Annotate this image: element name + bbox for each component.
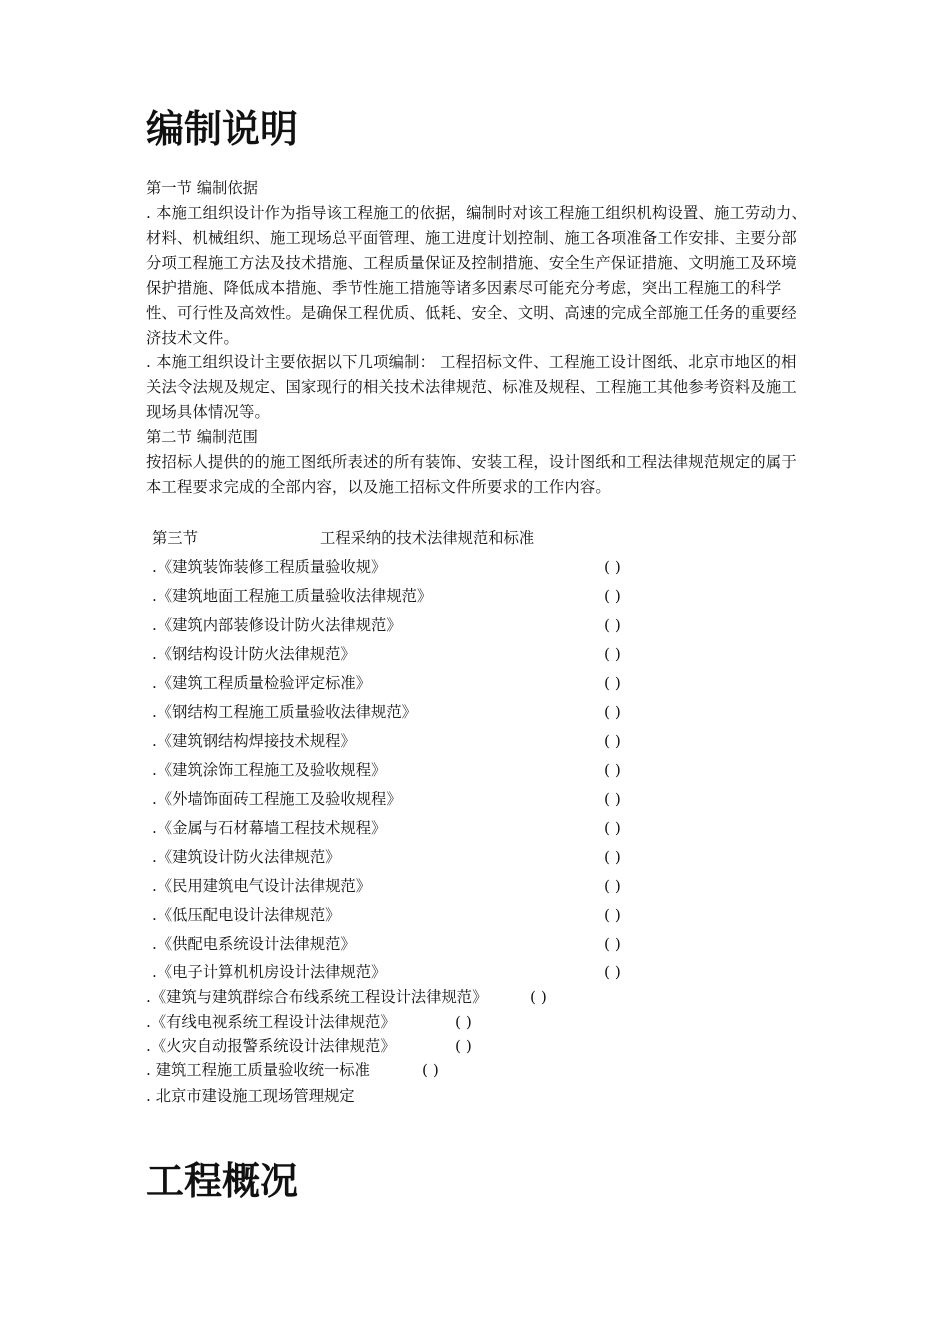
standard-code-placeholder: ( ) <box>604 848 621 866</box>
standard-name: .《金属与石材幕墙工程技术规程》 <box>152 819 387 837</box>
paragraph-text: . 本施工组织设计主要依据以下几项编制： 工程招标文件、工程施工设计图纸、北京市地区的相关法令法规及规定、国家现行的相关技术法律规范、标准及规程、工程施工其他参考资料及施工现场具体情况等。 <box>146 353 797 421</box>
standard-name: .《建筑地面工程施工质量验收法律规范》 <box>152 587 433 605</box>
standard-name: .《建筑内部装修设计防火法律规范》 <box>152 616 402 634</box>
standard-name: .《有线电视系统工程设计法律规范》 <box>146 1013 396 1031</box>
section-3-label: 第三节 <box>152 529 198 547</box>
section-1-paragraph-2 <box>146 350 808 425</box>
standard-name: .《建筑钢结构焊接技术规程》 <box>152 732 356 750</box>
standard-code-placeholder: ( ) <box>455 1013 472 1031</box>
section-1-label: 第一节 编制依据 <box>146 179 258 197</box>
standard-name: .《外墙饰面砖工程施工及验收规程》 <box>152 790 402 808</box>
section-3-heading: 工程采纳的技术法律规范和标准 <box>320 529 535 547</box>
standard-code-placeholder: ( ) <box>604 906 621 924</box>
standard-name: .《民用建筑电气设计法律规范》 <box>152 877 372 895</box>
paragraph-text: 按招标人提供的的施工图纸所表述的所有装饰、安装工程，设计图纸和工程法律规范规定的属于本工程要求完成的全部内容，以及施工招标文件所要求的工作内容。 <box>146 453 797 496</box>
standard-code-placeholder: ( ) <box>604 963 621 981</box>
standard-name: .《钢结构设计防火法律规范》 <box>152 645 356 663</box>
standard-name: . 北京市建设施工现场管理规定 <box>146 1087 355 1105</box>
standard-code-placeholder: ( ) <box>604 761 621 779</box>
standard-name: .《建筑工程质量检验评定标准》 <box>152 674 372 692</box>
section-2-label: 第二节 编制范围 <box>146 428 258 446</box>
standard-code-placeholder: ( ) <box>530 988 547 1006</box>
standard-name: .《钢结构工程施工质量验收法律规范》 <box>152 703 417 721</box>
standard-name: .《建筑设计防火法律规范》 <box>152 848 341 866</box>
standard-name: .《建筑装饰装修工程质量验收规》 <box>152 558 387 576</box>
standard-name: .《建筑涂饰工程施工及验收规程》 <box>152 761 387 779</box>
standard-code-placeholder: ( ) <box>455 1037 472 1055</box>
standard-code-placeholder: ( ) <box>604 558 621 576</box>
standard-name: . 建筑工程施工质量验收统一标准 <box>146 1061 370 1079</box>
standard-name: .《低压配电设计法律规范》 <box>152 906 341 924</box>
standard-name: .《火灾自动报警系统设计法律规范》 <box>146 1037 396 1055</box>
heading-project-overview: 工程概况 <box>146 1159 299 1203</box>
standard-name: .《供配电系统设计法律规范》 <box>152 935 356 953</box>
standard-code-placeholder: ( ) <box>604 674 621 692</box>
heading-compile-notes: 编制说明 <box>146 107 299 151</box>
standard-code-placeholder: ( ) <box>604 616 621 634</box>
standard-name: .《电子计算机机房设计法律规范》 <box>152 963 387 981</box>
standard-code-placeholder: ( ) <box>604 732 621 750</box>
standard-code-placeholder: ( ) <box>604 935 621 953</box>
standard-name: .《建筑与建筑群综合布线系统工程设计法律规范》 <box>146 988 488 1006</box>
standard-code-placeholder: ( ) <box>604 587 621 605</box>
standard-code-placeholder: ( ) <box>604 790 621 808</box>
standard-code-placeholder: ( ) <box>604 703 621 721</box>
standard-code-placeholder: ( ) <box>604 877 621 895</box>
standard-code-placeholder: ( ) <box>422 1061 439 1079</box>
standard-code-placeholder: ( ) <box>604 645 621 663</box>
paragraph-text: . 本施工组织设计作为指导该工程施工的依据，编制时对该工程施工组织机构设置、施工劳动力、材料、机械组织、施工现场总平面管理、施工进度计划控制、施工各项准备工作安排、主要分部分项工程施工方法及技术措施、工程质量保证及控制措施、安全生产保证措施、文明施工及环境保护措施、降低成本措施、季节性施工措施等诸多因素尽可能充分考虑，突出工程施工的科学性、可行性及高效性。是确保工程优质、低耗、安全、文明、高速的完成全部施工任务的重要经济技术文件。 <box>146 204 807 347</box>
section-1-paragraph-1 <box>146 201 808 351</box>
section-2-paragraph <box>146 450 808 500</box>
standard-code-placeholder: ( ) <box>604 819 621 837</box>
